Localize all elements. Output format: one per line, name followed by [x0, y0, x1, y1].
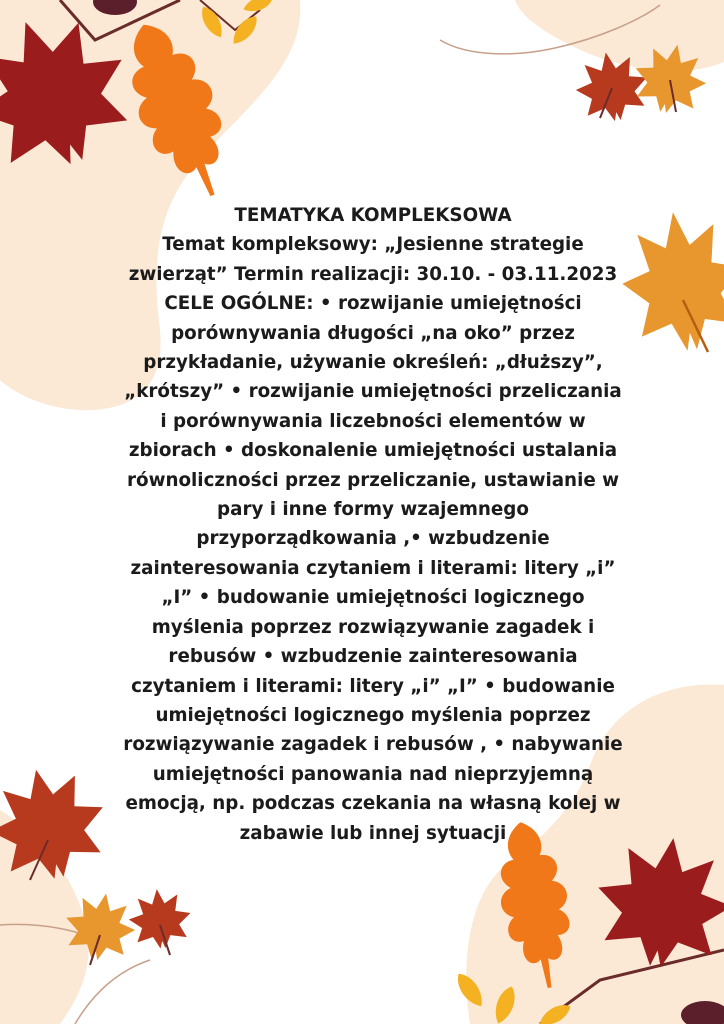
leaf-right	[613, 204, 724, 359]
document-body: Temat kompleksowy: „Jesienne strategie zwierząt” Termin realizacji: 30.10. - 03.11.2023 CELE OGÓLNE: • rozwijanie umiejętności porównywania długości „na oko” przez przykładanie, używanie określeń: „dłuższy”, „krótszy” • rozwijanie umiejętności przeliczania i porównywania liczebności elementów w zbiorach • doskonalenie umiejętności ustalania równoliczności przez przeliczanie, ustawianie w pary i inne formy wzajemnego przyporządkowania ,• wzbudzenie zainteresowania czytaniem i literami: litery „i” „I” • budowanie umiejętności logicznego myślenia poprzez rozwiązywanie zagadek i rebusów • wzbudzenie zainteresowania czytaniem i literami: litery „i” „I” • budowanie umiejętności logicznego myślenia poprzez rozwiązywanie zagadek i rebusów , • nabywanie umiejętności panowania nad nieprzyjemną emocją, np. podczas czekania na własną kolej w zabawie lub innej sytuacji	[123, 234, 623, 844]
document-content	[120, 201, 626, 848]
document-heading: TEMATYKA KOMPLEKSOWA	[234, 205, 512, 226]
